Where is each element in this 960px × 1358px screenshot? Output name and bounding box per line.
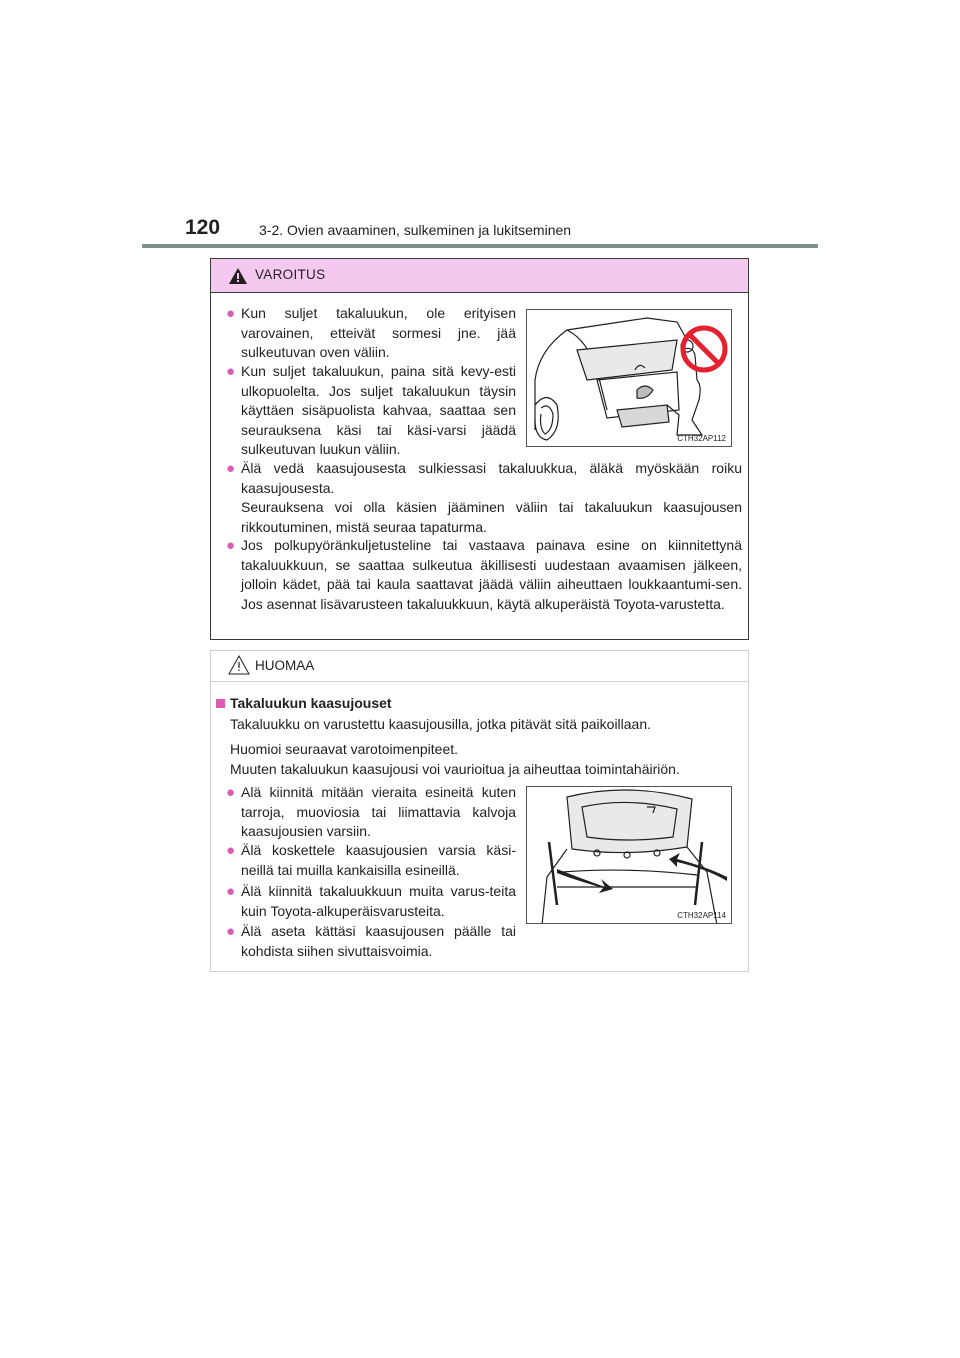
notice-item <box>226 922 516 961</box>
warning-title: VAROITUS <box>255 267 326 282</box>
warning-item <box>226 362 516 460</box>
warning-item-text: Jos polkupyöränkuljetusteline tai vastaava painava esine on kiinnitettynä takaluukkuun, se saattaa sulkeutua äkillisesti uudestaan avaamisen jälkeen, jolloin kädet, pää tai kaula saattavat jäädä väliin aiheuttaen loukkaantumi-sen. Jos asennat lisävarusteen takaluukkuun, käytä alkuperäistä Toyota-varustetta. <box>241 537 742 612</box>
gas-spring-figure <box>526 786 732 924</box>
caution-triangle-icon <box>228 655 250 675</box>
bullet-dot-icon: ● <box>226 363 236 380</box>
notice-subheading-text: Takaluukun kaasujouset <box>230 695 392 711</box>
warning-triangle-icon <box>228 267 248 285</box>
section-title: 3-2. Ovien avaaminen, sulkeminen ja lukitseminen <box>259 222 572 238</box>
notice-title: HUOMAA <box>255 658 315 673</box>
notice-item-text: Älä koskettele kaasujousien varsia käsi-neillä tai muilla kankaisilla esineillä. <box>241 842 516 878</box>
figure-code: CTH32AP112 <box>677 434 726 443</box>
notice-item-text: Älä kiinnitä takaluukkuun muita varus-teita kuin Toyota-alkuperäisvarusteita. <box>241 883 516 919</box>
notice-subheading <box>216 695 392 711</box>
notice-item <box>226 783 516 842</box>
warning-header <box>211 259 748 293</box>
warning-item <box>226 459 742 537</box>
warning-item <box>226 304 516 363</box>
notice-paragraph: Huomioi seuraavat varotoimenpiteet. Muuten takaluukun kaasujousi voi vaurioitua ja aiheuttaa toimintahäiriön. <box>230 741 680 777</box>
open-tailgate-illustration <box>527 787 732 924</box>
bullet-dot-icon: ● <box>226 460 236 477</box>
page-number: 120 <box>185 216 221 239</box>
bullet-dot-icon: ● <box>226 784 236 801</box>
notice-item <box>226 841 516 880</box>
warning-item-text: Kun suljet takaluukun, paina sitä kevy-esti ulkopuolelta. Jos suljet takaluukun täysin käyttäen sisäpuolista kahvaa, saattaa sen seurauksena käsi tai käsi-varsi jäädä sulkeutuvan luukun väliin. <box>241 363 516 457</box>
notice-paragraph: Takaluukku on varustettu kaasujousilla, jotka pitävät sitä paikoillaan. <box>230 716 652 732</box>
tailgate-closing-figure <box>526 309 732 447</box>
notice-header <box>211 651 748 682</box>
prohibition-icon <box>679 324 729 374</box>
header-rule <box>142 244 818 248</box>
notice-item-text: Alä kiinnitä mitään vieraita esineitä kuten tarroja, muoviosia tai liimattavia kalvoja kaasujousien varsiin. <box>241 784 516 839</box>
figure-code: CTH32AP114 <box>677 911 726 920</box>
warning-item <box>226 536 742 614</box>
bullet-dot-icon: ● <box>226 883 236 900</box>
bullet-dot-icon: ● <box>226 305 236 322</box>
bullet-dot-icon: ● <box>226 842 236 859</box>
warning-item-text: Älä vedä kaasujousesta sulkiessasi takaluukkua, äläkä myöskään roiku kaasujousesta. Seurauksena voi olla käsien jääminen väliin tai takaluukun kaasujousen rikkoutuminen, mistä seuraa tapaturma. <box>241 460 742 535</box>
bullet-dot-icon: ● <box>226 923 236 940</box>
notice-item <box>226 882 516 921</box>
square-bullet-icon <box>216 699 225 708</box>
bullet-dot-icon: ● <box>226 537 236 554</box>
notice-item-text: Älä aseta kättäsi kaasujousen päälle tai kohdista siihen sivuttaisvoimia. <box>241 923 516 959</box>
warning-item-text: Kun suljet takaluukun, ole erityisen varovainen, etteivät sormesi jne. jää sulkeutuvan oven väliin. <box>241 305 516 360</box>
